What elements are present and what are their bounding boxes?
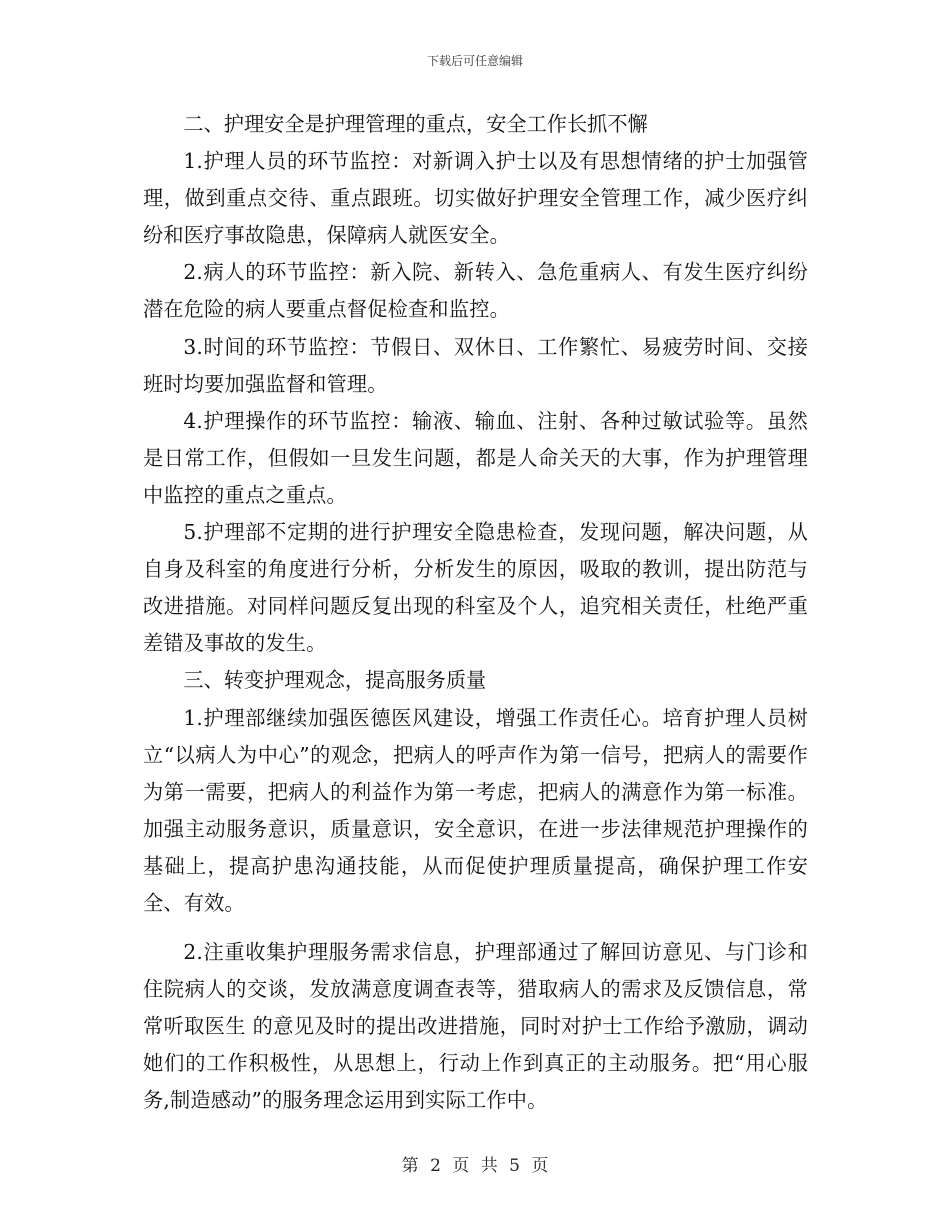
page-number: 第 2 页 共 5 页 bbox=[401, 1156, 549, 1176]
paragraph-staff-monitoring: 1.护理人员的环节监控：对新调入护士以及有思想情绪的护士加强管理，做到重点交待、重点跟班。切实做好护理安全管理工作，减少医疗纠纷和医疗事故隐患，保障病人就医安全。 bbox=[143, 149, 808, 248]
paragraph-patient-monitoring: 2.病人的环节监控：新入院、新转入、急危重病人、有发生医疗纠纷潜在危险的病人要重点督促检查和监控。 bbox=[143, 260, 808, 322]
section-heading-service: 三、转变护理观念，提高服务质量 bbox=[183, 668, 487, 693]
paragraph-gap bbox=[143, 922, 808, 934]
paragraph-service-feedback: 2.注重收集护理服务需求信息，护理部通过了解回访意见、与门诊和住院病人的交谈，发放满意度调查表等，猎取病人的需求及反馈信息，常常听取医生 的意见及时的提出改进措施，同时对护士工作给予激励，调动她们的工作积极性，从思想上，行动上作到真正的主动服务。把“用心服务,制造感动”的服务理念运用到实际工作中。 bbox=[143, 940, 808, 1113]
paragraph-operation-monitoring: 4.护理操作的环节监控：输液、输血、注射、各种过敏试验等。虽然是日常工作，但假如一旦发生问题，都是人命关天的大事，作为护理管理中监控的重点之重点。 bbox=[143, 408, 808, 507]
paragraph-time-monitoring: 3.时间的环节监控：节假日、双休日、工作繁忙、易疲劳时间、交接班时均要加强监督和管理。 bbox=[143, 334, 808, 396]
paragraph-safety-inspection: 5.护理部不定期的进行护理安全隐患检查，发现问题，解决问题，从自身及科室的角度进行分析，分析发生的原因，吸取的教训，提出防范与改进措施。对同样问题反复出现的科室及个人，追究相关责任，杜绝严重差错及事故的发生。 bbox=[143, 520, 808, 656]
document-body bbox=[143, 106, 808, 1120]
paragraph-ethics-building: 1.护理部继续加强医德医风建设，增强工作责任心。培育护理人员树立“以病人为中心”的观念，把病人的呼声作为第一信号，把病人的需要作为第一需要，把病人的利益作为第一考虑，把病人的满意作为第一标准。加强主动服务意识，质量意识，安全意识，在进一步法律规范护理操作的基础上，提高护患沟通技能，从而促使护理质量提高，确保护理工作安全、有效。 bbox=[143, 705, 808, 915]
section-heading-safety: 二、护理安全是护理管理的重点，安全工作长抓不懈 bbox=[183, 112, 648, 136]
page-header-note: 下载后可任意编辑 bbox=[426, 54, 523, 68]
